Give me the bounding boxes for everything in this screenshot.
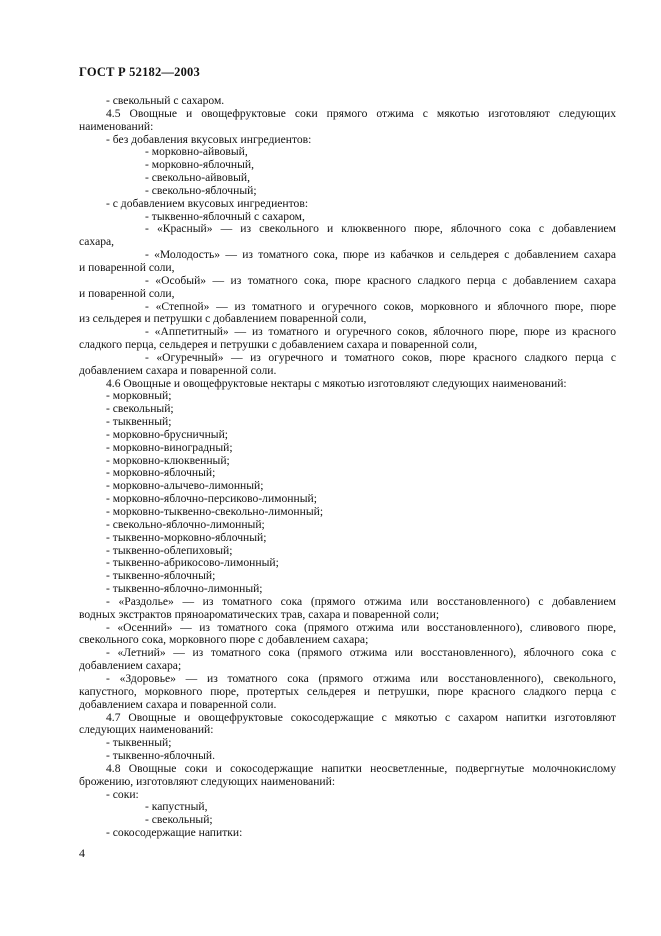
text-line: - морковно-тыквенно-свекольно-лимонный; <box>106 505 324 518</box>
text-line: - «Осенний» — из томатного сока (прямого отжима или восстановленного), сливового пюре, <box>106 621 616 634</box>
text-line: 4.5 Овощные и овощефруктовые соки прямого отжима с мякотью изготовляют следующих <box>106 107 616 120</box>
text-line: следующих наименований: <box>79 723 214 737</box>
document-body <box>79 95 616 840</box>
text-line: - «Молодость» — из томатного сока, пюре из кабачков и сельдерея с добавлением сахара <box>145 249 616 262</box>
text-line: - свекольный; <box>145 813 213 827</box>
text-line: - тыквенно-яблочный; <box>106 569 216 583</box>
text-line: - «Особый» — из томатного сока, пюре красного сладкого перца с добавлением сахара <box>145 274 616 287</box>
text-line: - свекольный с сахаром. <box>106 94 225 107</box>
text-line: 4.8 Овощные соки и сокосодержащие напитки неосветленные, подвергнутые молочнокислому <box>106 762 616 775</box>
text-line: - «Раздолье» — из томатного сока (прямого отжима или восстановленного) с добавлением <box>106 595 616 608</box>
text-line: из сельдерея и петрушки с добавлением поваренной соли, <box>79 312 367 326</box>
text-line: - соки: <box>106 787 139 801</box>
text-line: - морковно-яблочный; <box>106 466 216 480</box>
text-line: добавлением сахара и поваренной соли. <box>79 363 277 377</box>
text-line: - с добавлением вкусовых ингредиентов: <box>106 196 309 210</box>
text-line: свекольного сока, морковного пюре с добавлением сахара; <box>79 633 369 647</box>
text-line: - капустный, <box>145 800 208 814</box>
text-line: - тыквенно-абрикосово-лимонный; <box>106 556 279 570</box>
page-number: 4 <box>79 846 85 860</box>
text-line: - «Огуречный» — из огуречного и томатного соков, пюре красного сладкого перца с <box>145 351 616 364</box>
text-line: - тыквенно-морковно-яблочный; <box>106 530 267 544</box>
text-line: - тыквенный; <box>106 415 172 429</box>
text-line: - морковно-яблочно-персиково-лимонный; <box>106 492 317 506</box>
text-line: добавлением сахара и поваренной соли. <box>79 697 277 711</box>
text-line: - свекольный; <box>106 402 174 416</box>
text-line: - «Красный» — из свекольного и клюквенного пюре, яблочного сока с добавлением <box>145 223 616 236</box>
text-line: сладкого перца, сельдерея и петрушки с добавлением сахара и поваренной соли, <box>79 338 478 352</box>
text-line: наименований: <box>79 119 154 133</box>
text-line: - морковно-яблочный, <box>145 158 255 172</box>
text-line: 4.7 Овощные и овощефруктовые сокосодержащие с мякотью с сахаром напитки изготовляют <box>106 711 616 724</box>
text-line: сахара, <box>79 235 115 249</box>
text-line: - тыквенно-яблочный. <box>106 749 216 763</box>
text-line: - свекольно-яблочный; <box>145 183 257 197</box>
text-line: - тыквенно-яблочный с сахаром, <box>145 209 305 223</box>
text-line: - свекольно-айвовый, <box>145 171 250 185</box>
text-line: 4.6 Овощные и овощефруктовые нектары с мякотью изготовляют следующих наименований: <box>106 376 567 390</box>
text-line: - морковно-алычево-лимонный; <box>106 479 264 493</box>
text-line: - морковно-брусничный; <box>106 427 229 441</box>
text-line: - тыквенно-яблочно-лимонный; <box>106 582 263 596</box>
text-line: и поваренной соли, <box>79 286 175 300</box>
text-line: - морковно-клюквенный; <box>106 453 230 467</box>
text-line: - «Летний» — из томатного сока (прямого отжима или восстановленного), яблочного сока с <box>106 647 616 660</box>
text-line: брожению, изготовляют следующих наименований: <box>79 774 336 788</box>
text-line: - без добавления вкусовых ингредиентов: <box>106 132 312 146</box>
text-line: - морковный; <box>106 389 172 403</box>
text-line: и поваренной соли, <box>79 260 175 274</box>
document-header: ГОСТ Р 52182—2003 <box>79 65 200 79</box>
text-line: водных экстрактов пряноароматических трав, сахара и поваренной соли; <box>79 607 440 621</box>
text-line: - «Аппетитный» — из томатного и огуречного соков, яблочного пюре, пюре из красного <box>145 326 616 339</box>
text-line: - морковно-айвовый, <box>145 145 248 159</box>
text-line: - «Степной» — из томатного и огуречного соков, морковного и яблочного пюре, пюре <box>145 300 616 313</box>
text-line: - свекольно-яблочно-лимонный; <box>106 517 265 531</box>
text-line: - «Здоровье» — из томатного сока (прямого отжима или восстановленного), свекольного, <box>106 672 616 685</box>
text-line: добавлением сахара; <box>79 659 182 673</box>
text-line: - морковно-виноградный; <box>106 440 233 454</box>
text-line: капустного, морковного пюре, протертых сельдерея и петрушки, пюре красного сладкого перца с <box>79 685 616 698</box>
text-line: - сокосодержащие напитки: <box>106 826 243 840</box>
text-line: - тыквенно-облепиховый; <box>106 543 233 557</box>
text-line: - тыквенный; <box>106 736 172 750</box>
